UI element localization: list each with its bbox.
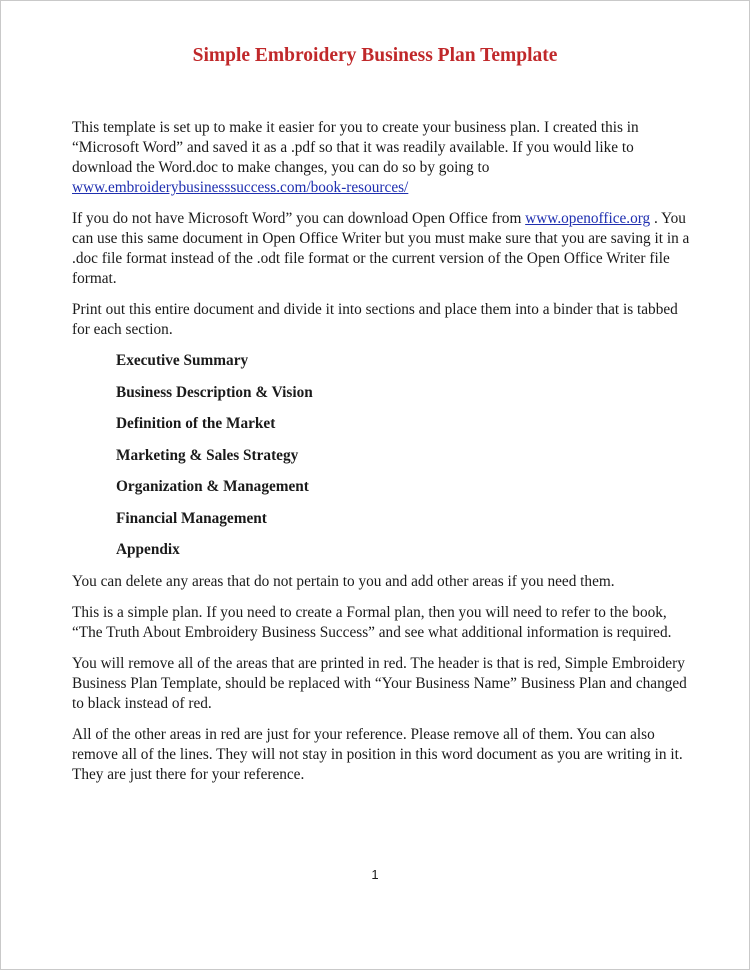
red-areas-paragraph: You will remove all of the areas that are printed in red. The header is that is red, Simple Embroidery Business Plan Template, should be replaced with “Your Business Name” Business Plan and changed to black instead of red. bbox=[72, 654, 687, 712]
section-item-business-description: Business Description & Vision bbox=[116, 383, 313, 401]
section-item-marketing-sales: Marketing & Sales Strategy bbox=[116, 446, 299, 464]
page-number: 1 bbox=[371, 867, 379, 882]
section-item-executive-summary: Executive Summary bbox=[116, 352, 249, 369]
openoffice-link[interactable]: www.openoffice.org bbox=[525, 210, 651, 227]
section-item-appendix: Appendix bbox=[116, 541, 180, 558]
section-item-financial-management: Financial Management bbox=[116, 509, 267, 527]
section-list bbox=[72, 351, 692, 560]
openoffice-text-after: . You can use this same document in Open Office Writer but you must make sure that you are saving it in a .doc file format instead of the .odt file format or the current version of the Open Office Writer file format. bbox=[72, 210, 690, 287]
intro-text: This template is set up to make it easier for you to create your business plan. I created this in “Microsoft Word” and saved it as a .pdf so that it was readily available. If you would like to download the Word.doc to make changes, you can do so by going to bbox=[72, 119, 639, 176]
section-item-definition-of-market: Definition of the Market bbox=[116, 415, 276, 432]
document-title: Simple Embroidery Business Plan Template bbox=[192, 45, 558, 66]
delete-note-paragraph: You can delete any areas that do not pertain to you and add other areas if you need them. bbox=[72, 572, 615, 590]
openoffice-paragraph bbox=[72, 209, 692, 289]
document-body bbox=[72, 118, 692, 796]
print-instructions-paragraph: Print out this entire document and divide it into sections and place them into a binder that is tabbed for each section. bbox=[72, 301, 678, 338]
section-item-organization-management: Organization & Management bbox=[116, 478, 309, 495]
openoffice-text-before: If you do not have Microsoft Word” you can download Open Office from bbox=[72, 210, 526, 227]
simple-plan-paragraph: This is a simple plan. If you need to create a Formal plan, then you will need to refer to the book, “The Truth About Embroidery Business Success” and see what additional information is required. bbox=[72, 603, 672, 641]
intro-paragraph bbox=[72, 118, 692, 198]
book-resources-link[interactable]: www.embroiderybusinesssuccess.com/book-resources/ bbox=[72, 179, 409, 196]
other-areas-paragraph: All of the other areas in red are just for your reference. Please remove all of them. You can also remove all of the lines. They will not stay in position in this word document as you are writing in it. They are just there for your reference. bbox=[72, 725, 683, 783]
